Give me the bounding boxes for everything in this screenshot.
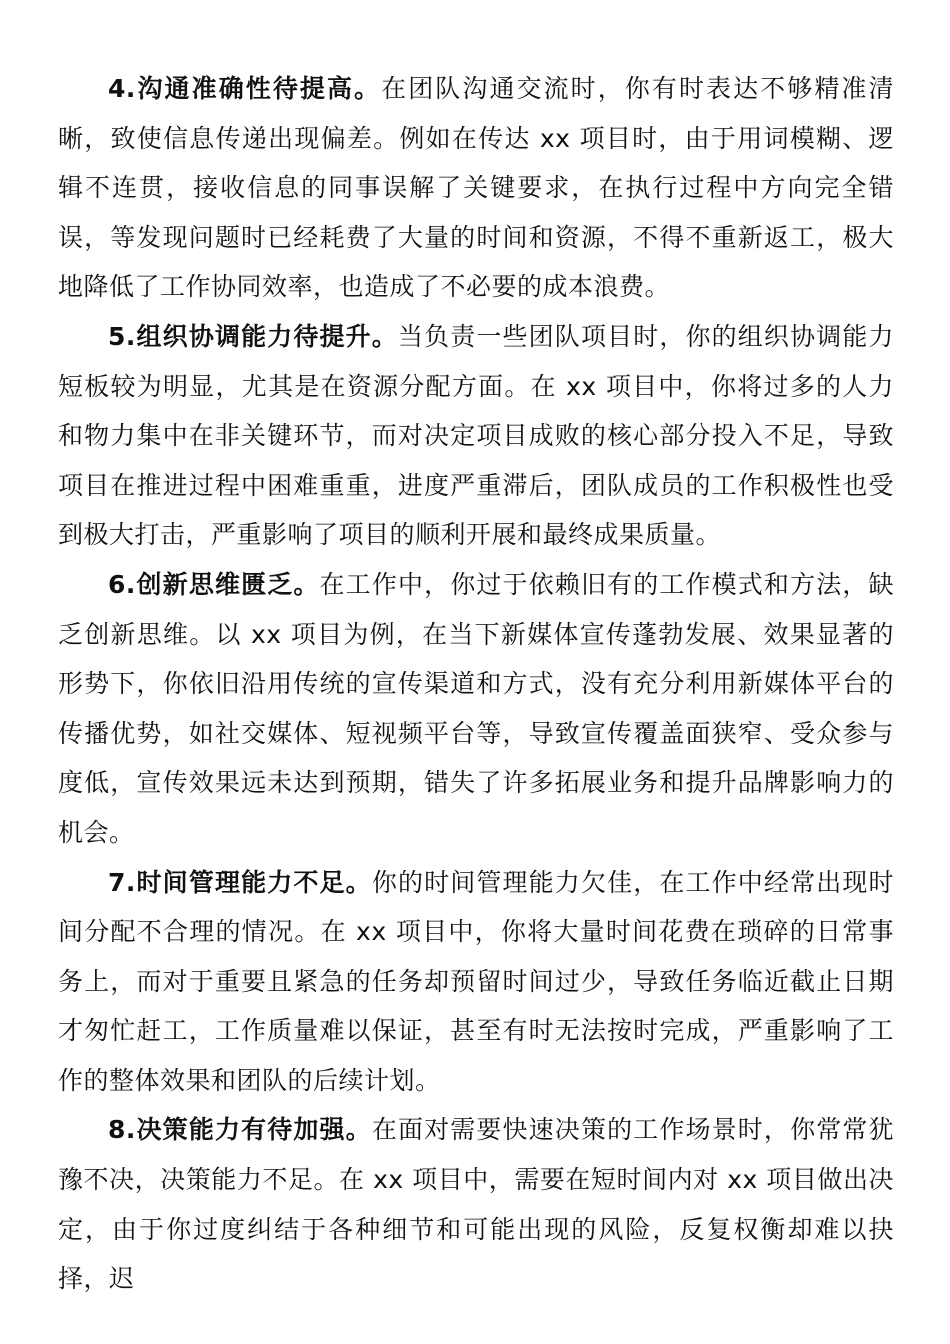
paragraph-heading: 8.决策能力有待加强。 [108, 1115, 372, 1145]
paragraph-heading: 6.创新思维匮乏。 [108, 569, 320, 599]
paragraph-body: 当负责一些团队项目时，你的组织协调能力短板较为明显，尤其是在资源分配方面。在 xx 项目中，你将过多的人力和物力集中在非关键环节，而对决定项目成败的核心部分投入不足，导致项目在推进过程中困难重重，进度严重滞后，团队成员的工作积极性也受到极大打击，严重影响了项目的顺利开展和最终成果质量。 [58, 321, 894, 550]
paragraph-body: 在团队沟通交流时，你有时表达不够精准清晰，致使信息传递出现偏差。例如在传达 xx 项目时，由于用词模糊、逻辑不连贯，接收信息的同事误解了关键要求，在执行过程中方向完全错误，等发现问题时已经耗费了大量的时间和资源，不得不重新返工，极大地降低了工作协同效率，也造成了不必要的成本浪费。 [58, 74, 894, 302]
paragraph-item-5 [58, 312, 894, 560]
paragraph-heading: 5.组织协调能力待提升。 [108, 321, 398, 351]
paragraph-heading: 7.时间管理能力不足。 [108, 867, 372, 897]
paragraph-item-8 [58, 1105, 894, 1303]
paragraph-body: 在面对需要快速决策的工作场景时，你常常犹豫不决，决策能力不足。在 xx 项目中，需要在短时间内对 xx 项目做出决定，由于你过度纠结于各种细节和可能出现的风险，反复权衡却难以抉择，迟 [58, 1115, 894, 1294]
paragraph-item-4 [58, 64, 894, 312]
paragraph-body: 在工作中，你过于依赖旧有的工作模式和方法，缺乏创新思维。以 xx 项目为例，在当下新媒体宣传蓬勃发展、效果显著的形势下，你依旧沿用传统的宣传渠道和方式，没有充分利用新媒体平台的传播优势，如社交媒体、短视频平台等，导致宣传覆盖面狭窄、受众参与度低，宣传效果远未达到预期，错失了许多拓展业务和提升品牌影响力的机会。 [58, 569, 894, 847]
paragraph-heading: 4.沟通准确性待提高。 [108, 74, 382, 103]
paragraph-body: 你的时间管理能力欠佳，在工作中经常出现时间分配不合理的情况。在 xx 项目中，你将大量时间花费在琐碎的日常事务上，而对于重要且紧急的任务却预留时间过少，导致任务临近截止日期才匆忙赶工，工作质量难以保证，甚至有时无法按时完成，严重影响了工作的整体效果和团队的后续计划。 [58, 867, 894, 1095]
paragraph-item-6 [58, 560, 894, 858]
paragraph-item-7 [58, 858, 894, 1106]
